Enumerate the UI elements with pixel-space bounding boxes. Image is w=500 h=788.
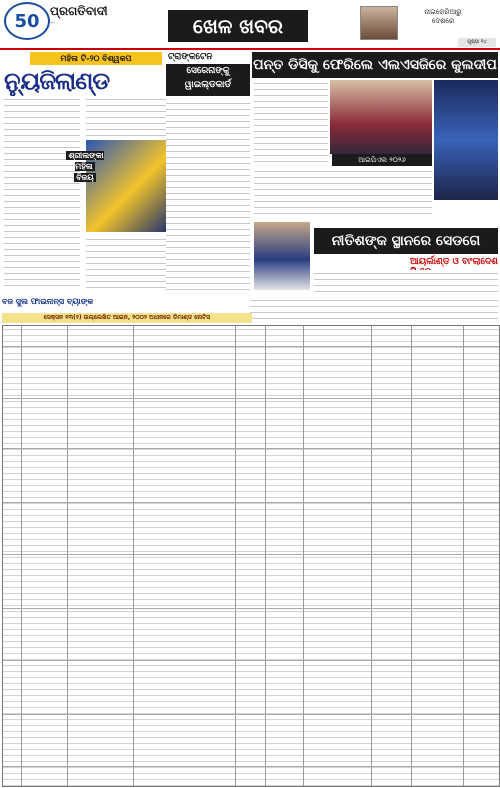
bank-notice-heading: ବଜ ସୁଲ ଫାଇନାନ୍ସ ବ୍ୟାଙ୍କ	[2, 297, 94, 306]
kuldeep-body-col2	[254, 168, 432, 218]
kuldeep-body-col1	[254, 80, 328, 164]
nitish-subhead: ଆୟର୍ଲାଣ୍ଡ ଓ ବାଂଲାଦେଶ	[410, 257, 498, 267]
women-wc-tag: ମହିଳା ଟି-୨୦ ବିଶ୍ୱକପ	[30, 52, 162, 65]
header-divider	[0, 48, 500, 50]
page-number: ପୃଷ୍ଠା ୧୪	[458, 38, 496, 47]
nitish-photo	[254, 222, 310, 290]
kuldeep-headline[interactable]: ପନ୍ତ ଡିସିକୁ ଫେରିଲେ ଏଲଏସଜିରେ କୁଲଦୀପ	[252, 52, 498, 78]
kuldeep-photo	[434, 80, 498, 200]
newspaper-brand: ପ୍ରଗତିବାଦୀ	[50, 4, 108, 18]
nitish-body	[314, 270, 498, 292]
nitish-headline[interactable]: ନୀତିଶଙ୍କ ସ୍ଥାନରେ ସେଡଗେ	[314, 228, 498, 254]
women-wc-body-col2	[86, 96, 166, 138]
women-wc-body-col1	[4, 96, 80, 290]
pant-photo	[330, 80, 432, 154]
top-right-caption: ନାଇଜେରିଆରୁ ଦେଶରେ	[424, 8, 462, 25]
bank-notice-intro	[250, 297, 498, 323]
demand-notice-table	[2, 325, 500, 787]
ipl-badge: ଆଇପିଏଲ ୨୦୨୬	[332, 154, 432, 166]
masthead	[0, 0, 500, 48]
srilanka-photo-caption: ଶ୍ରୀଲଙ୍କା ମହିଳା ବିଜୟ	[68, 151, 104, 182]
player-thumbnail-photo	[360, 6, 398, 40]
women-wc-body-col3	[86, 236, 166, 290]
tagline-line: —	[50, 20, 55, 26]
serena-headline[interactable]: ସେରେନାଙ୍କୁ ୱାଇଲ୍ଡକାର୍ଡ	[166, 64, 250, 96]
notice-title: ସେକ୍ସନ ୧୩(୨) ଉଲ୍ଲେଖିତ ଆଇନ, ୨୦୦୨ ଅଧୀନରେ ଡିମାଣ୍ଡ ନୋଟିସ	[2, 313, 252, 323]
logo-50-emblem: 50	[4, 2, 50, 40]
tennis-tag: ଟ୍ରାଙ୍କଟେନ	[168, 52, 213, 62]
tennis-body	[166, 100, 250, 290]
section-title: ଖେଳ ଖବର	[168, 10, 308, 42]
women-wc-headline[interactable]: ନ୍ୟୁଜିଲାଣ୍ଡ	[4, 67, 110, 95]
